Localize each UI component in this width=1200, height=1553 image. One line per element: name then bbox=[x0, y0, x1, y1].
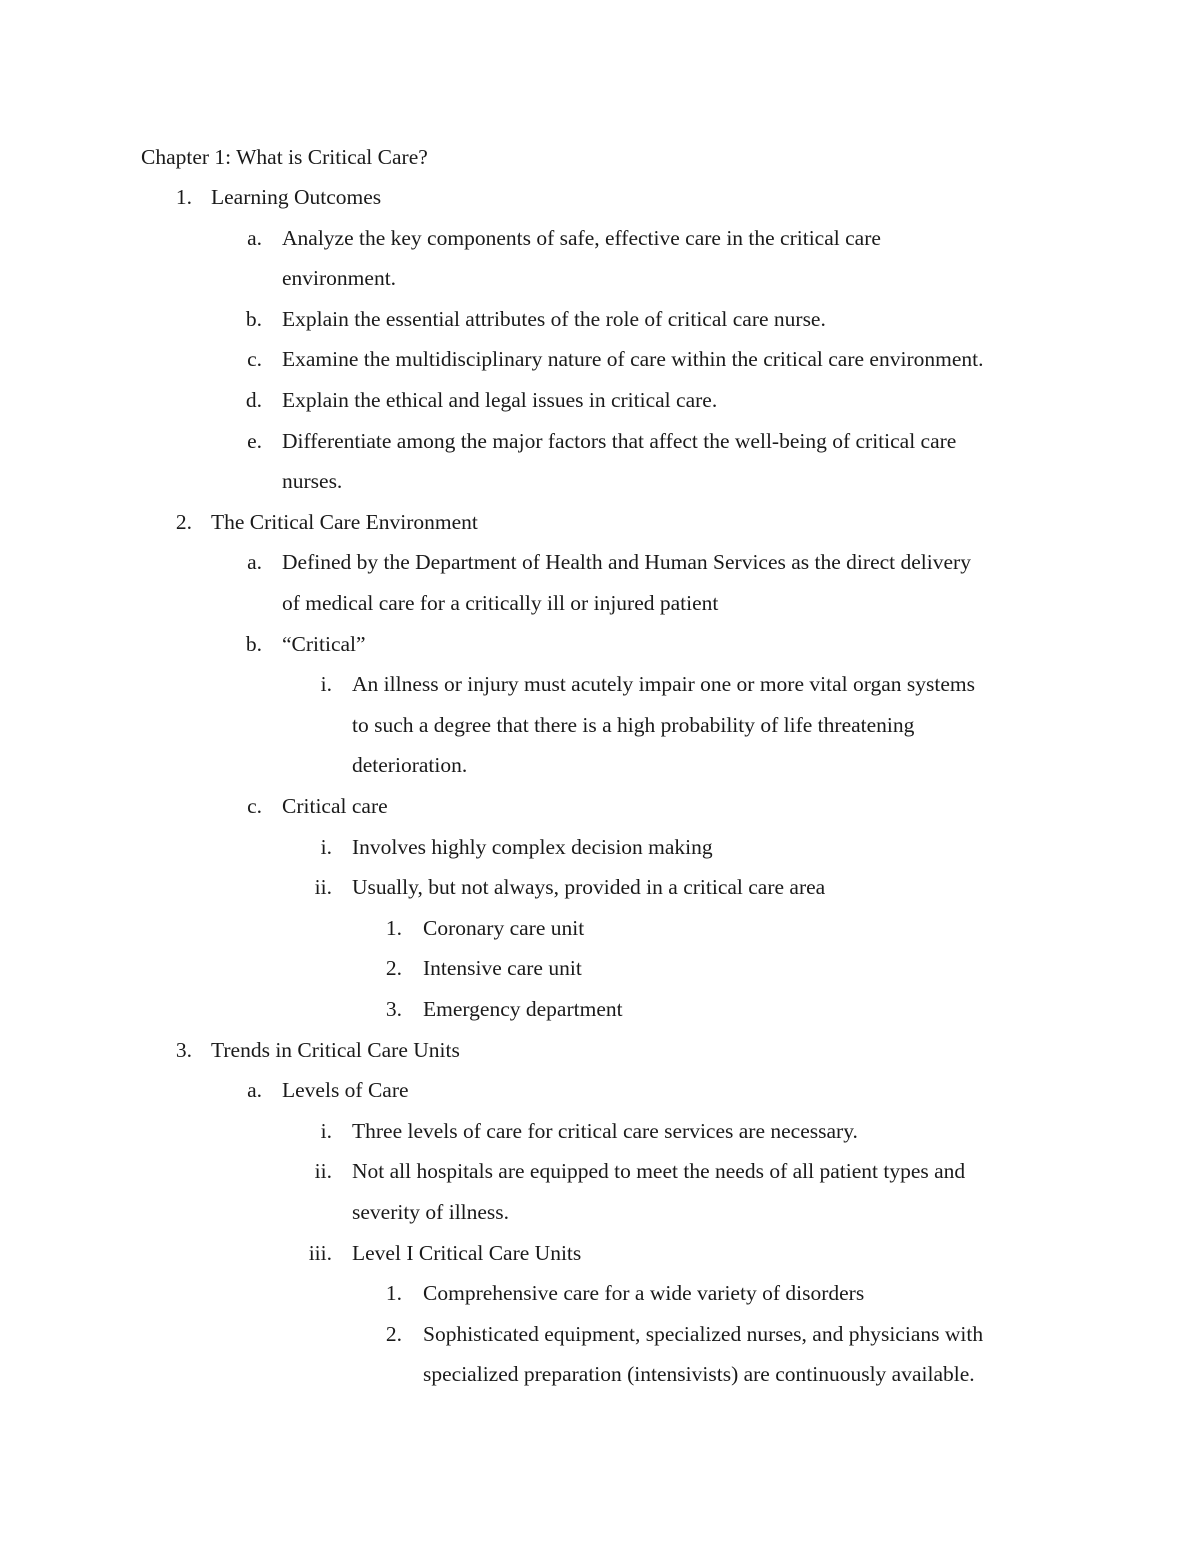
outline-item-text: Emergency department bbox=[423, 997, 623, 1021]
outline-item-marker: c. bbox=[247, 347, 262, 372]
outline-item-marker: ii. bbox=[314, 1159, 332, 1184]
outline-item-text: Involves highly complex decision making bbox=[352, 834, 713, 859]
outline-item bbox=[0, 304, 1200, 334]
outline-item bbox=[0, 223, 1200, 253]
outline-item bbox=[0, 547, 1200, 577]
outline-item-text: An illness or injury must acutely impair one or more vital organ systems bbox=[352, 672, 975, 697]
outline-item bbox=[0, 710, 1200, 740]
outline-item bbox=[0, 1075, 1200, 1105]
outline-item bbox=[0, 1359, 1200, 1389]
outline-item-text: Examine the multidisciplinary nature of care within the critical care environment. bbox=[282, 347, 984, 372]
outline-item-text: environment. bbox=[282, 266, 397, 291]
outline-item-marker: 1. bbox=[175, 185, 192, 209]
outline-item-marker: iii. bbox=[308, 1240, 332, 1265]
outline-item-marker: 2. bbox=[385, 956, 402, 981]
outline-item-text: Trends in Critical Care Units bbox=[211, 1037, 460, 1062]
outline-item bbox=[0, 994, 1200, 1024]
outline-item-text: Critical care bbox=[282, 794, 388, 818]
outline-item-text: nurses. bbox=[282, 469, 343, 494]
outline-item-text: “Critical” bbox=[282, 631, 366, 656]
outline-item-text: Three levels of care for critical care services are necessary. bbox=[352, 1118, 858, 1143]
outline-item-text: Analyze the key components of safe, effective care in the critical care bbox=[282, 225, 881, 250]
outline-item-text: to such a degree that there is a high probability of life threatening bbox=[352, 712, 915, 737]
outline-item-marker: b. bbox=[245, 306, 262, 331]
outline-item-marker: 2. bbox=[385, 1321, 402, 1346]
outline-item-text: Sophisticated equipment, specialized nurses, and physicians with bbox=[423, 1321, 984, 1346]
outline-item-marker: b. bbox=[245, 631, 262, 656]
outline-item-text: Comprehensive care for a wide variety of disorders bbox=[423, 1281, 865, 1306]
outline-item-marker: 3. bbox=[175, 1037, 192, 1062]
outline-item-text: Not all hospitals are equipped to meet the needs of all patient types and bbox=[352, 1159, 966, 1184]
outline-item-text: Differentiate among the major factors that affect the well-being of critical care bbox=[282, 428, 957, 453]
outline-item bbox=[0, 1156, 1200, 1186]
outline-item-marker: ii. bbox=[314, 875, 332, 900]
outline-item bbox=[0, 385, 1200, 415]
outline-item bbox=[0, 953, 1200, 983]
outline-item-text: Defined by the Department of Health and Human Services as the direct delivery bbox=[282, 550, 971, 575]
outline-item-text: Intensive care unit bbox=[423, 956, 582, 981]
outline-item-text: Learning Outcomes bbox=[211, 185, 382, 209]
outline-item bbox=[0, 1238, 1200, 1268]
outline-item bbox=[0, 426, 1200, 456]
outline-item-marker: a. bbox=[247, 550, 262, 575]
outline-item bbox=[0, 1035, 1200, 1065]
outline-item bbox=[0, 182, 1200, 212]
outline-item-marker: a. bbox=[247, 225, 262, 250]
outline-item-marker: 1. bbox=[385, 1281, 402, 1306]
outline-item bbox=[0, 466, 1200, 496]
outline-item-text: Explain the essential attributes of the role of critical care nurse. bbox=[282, 306, 826, 331]
outline-item bbox=[0, 669, 1200, 699]
outline-item bbox=[0, 507, 1200, 537]
outline-item bbox=[0, 629, 1200, 659]
outline-item-text: Level I Critical Care Units bbox=[352, 1240, 582, 1265]
outline-item bbox=[0, 1278, 1200, 1308]
outline-item bbox=[0, 588, 1200, 618]
outline-item-marker: e. bbox=[247, 428, 262, 453]
outline-item-marker: i. bbox=[320, 1118, 332, 1143]
outline-item bbox=[0, 263, 1200, 293]
outline-item-marker: 2. bbox=[175, 509, 192, 534]
outline-item-text: The Critical Care Environment bbox=[211, 509, 478, 534]
outline-item-text: Usually, but not always, provided in a critical care area bbox=[352, 875, 826, 900]
outline-item-marker: c. bbox=[247, 794, 262, 818]
outline-item bbox=[0, 1116, 1200, 1146]
outline-item-text: Coronary care unit bbox=[423, 915, 585, 940]
outline-item-text: deterioration. bbox=[352, 753, 468, 778]
outline-item-text: specialized preparation (intensivists) are continuously available. bbox=[423, 1362, 975, 1387]
outline-item-text: severity of illness. bbox=[352, 1200, 510, 1224]
outline-item-marker: i. bbox=[320, 672, 332, 697]
outline-item-text: Explain the ethical and legal issues in critical care. bbox=[282, 388, 718, 412]
outline-item-text: of medical care for a critically ill or injured patient bbox=[282, 591, 719, 615]
outline-item bbox=[0, 913, 1200, 943]
outline-item-text: Levels of Care bbox=[282, 1078, 409, 1103]
outline-item-marker: 3. bbox=[385, 997, 402, 1021]
outline-item-marker: 1. bbox=[385, 915, 402, 940]
chapter-title: Chapter 1: What is Critical Care? bbox=[141, 145, 428, 169]
outline-item bbox=[0, 791, 1200, 821]
outline-item bbox=[0, 1197, 1200, 1227]
outline-item-marker: a. bbox=[247, 1078, 262, 1103]
outline-item bbox=[0, 832, 1200, 862]
outline-item bbox=[0, 872, 1200, 902]
outline-item-marker: d. bbox=[245, 388, 262, 412]
outline-item bbox=[0, 750, 1200, 780]
outline-item bbox=[0, 1319, 1200, 1349]
outline-item-marker: i. bbox=[320, 834, 332, 859]
outline-item bbox=[0, 344, 1200, 374]
